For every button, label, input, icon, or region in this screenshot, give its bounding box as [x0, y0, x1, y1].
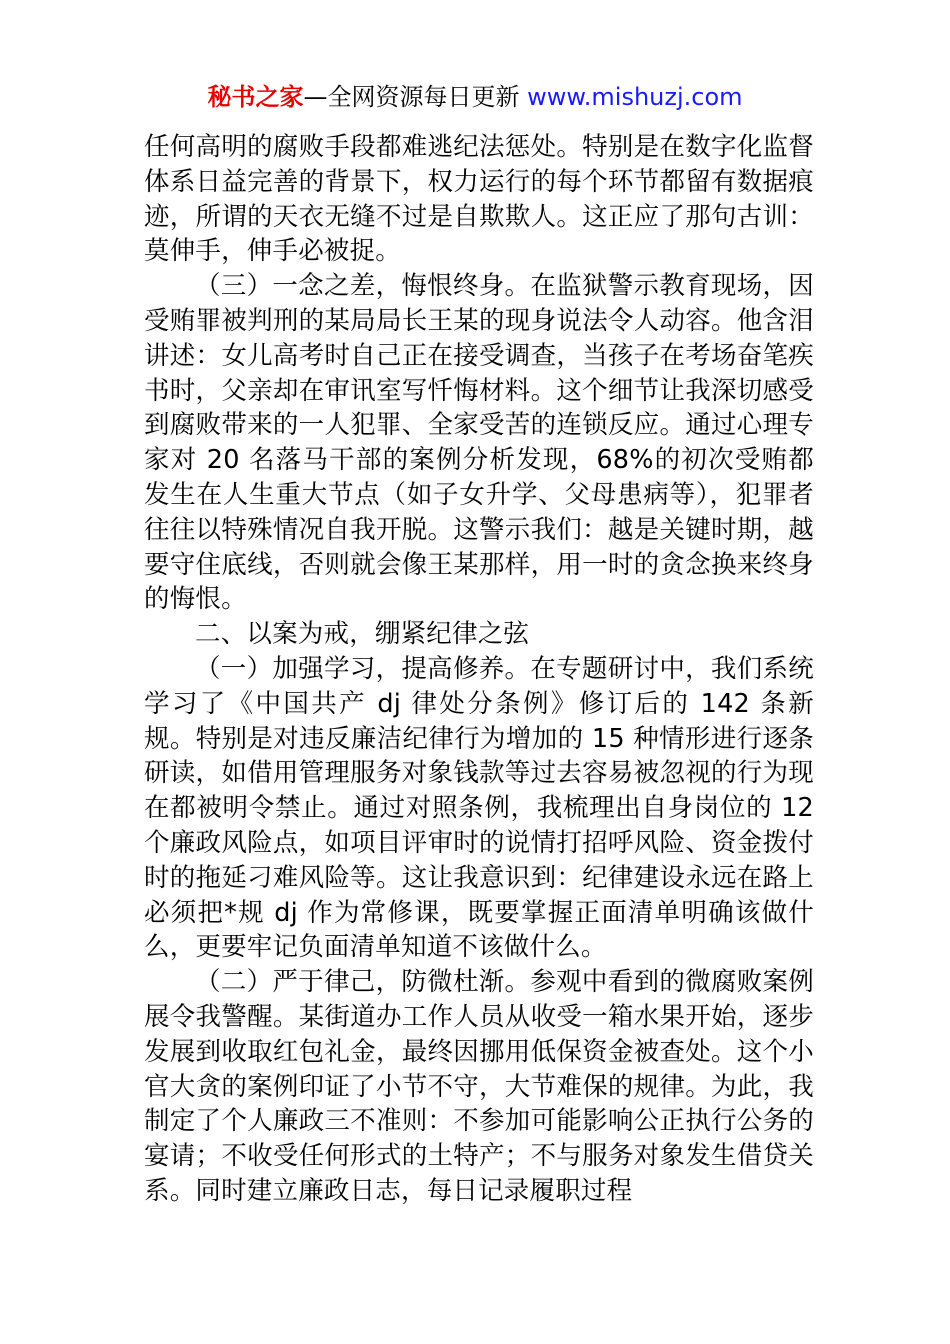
brand-name: 秘书之家 — [207, 83, 304, 111]
header-tagline: —全网资源每日更新 — [303, 83, 528, 111]
paragraph-section-3: （三）一念之差，悔恨终身。在监狱警示教育现场，因受贿罪被判刑的某局局长王某的现身说法令人动容。他含泪讲述：女儿高考时自己正在接受调查，当孩子在考场奋笔疾书时，父亲却在审讯室写忏悔材料。这个细节让我深切感受到腐败带来的一人犯罪、全家受苦的连锁反应。通过心理专家对 20 名落马干部的案例分析发现，68%的初次受贿都发生在人生重大节点（如子女升学、父母患病等），犯罪者往往以特殊情况自我开脱。这警示我们：越是关键时期，越要守住底线，否则就会像王某那样，用一时的贪念换来终身的悔恨。 — [144, 271, 814, 615]
site-url: www.mishuzj.com — [527, 83, 743, 111]
paragraph-continuation: 任何高明的腐败手段都难逃纪法惩处。特别是在数字化监督体系日益完善的背景下，权力运行的每个环节都留有数据痕迹，所谓的天衣无缝不过是自欺欺人。这正应了那句古训：莫伸手，伸手必被捉。 — [144, 132, 814, 267]
paragraph-subsection-1: （一）加强学习，提高修养。在专题研讨中，我们系统学习了《中国共产 dj 律处分条例》修订后的 142 条新规。特别是对违反廉洁纪律行为增加的 15 种情形进行逐条研读，如借用管理服务对象钱款等过去容易被忽视的行为现在都被明令禁止。通过对照条例，我梳理出自身岗位的 12 个廉政风险点，如项目评审时的说情打招呼风险、资金拨付时的拖延刁难风险等。这让我意识到：纪律建设永远在路上必须把*规 dj 作为常修课，既要掌握正面清单明确该做什么，更要牢记负面清单知道不该做什么。 — [144, 653, 814, 963]
site-header — [0, 80, 950, 114]
section-heading: 二、以案为戒，绷紧纪律之弦 — [195, 619, 530, 650]
paragraph-subsection-2: （二）严于律己，防微杜渐。参观中看到的微腐败案例展令我警醒。某街道办工作人员从收受一箱水果开始，逐步发展到收取红包礼金，最终因挪用低保资金被查处。这个小官大贪的案例印证了小节不守，大节难保的规律。为此，我制定了个人廉政三不准则：不参加可能影响公正执行公务的宴请；不收受任何形式的土特产；不与服务对象发生借贷关系。同时建立廉政日志，每日记录履职过程 — [144, 967, 814, 1206]
document-body — [144, 130, 814, 1209]
